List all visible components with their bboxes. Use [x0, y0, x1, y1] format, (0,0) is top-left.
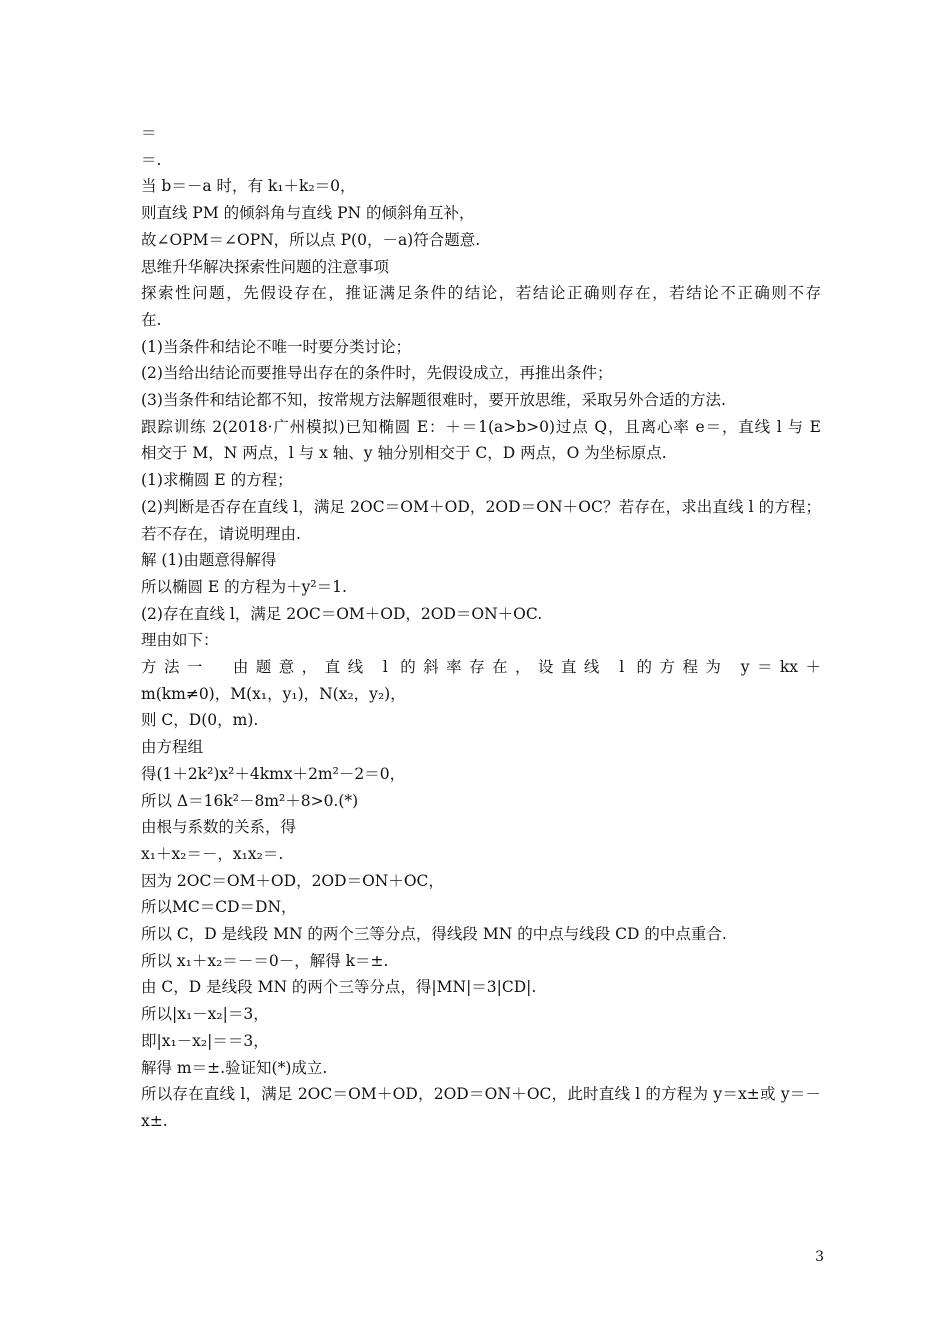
text-line: 思维升华解决探索性问题的注意事项 — [141, 257, 390, 276]
text-line: 由方程组 — [141, 738, 204, 757]
text-line: 所以椭圆 E 的方程为＋y²＝1. — [141, 577, 347, 596]
text-line: 探索性问题，先假设存在，推证满足条件的结论，若结论正确则存在，若结论不正确则不存 — [141, 284, 821, 303]
text-line: 解 (1)由题意得解得 — [141, 551, 277, 570]
text-line: 因为 2OC＝OM＋OD，2OD＝ON＋OC， — [141, 871, 444, 890]
text-line: 则直线 PM 的倾斜角与直线 PN 的倾斜角互补， — [141, 204, 475, 223]
text-line: 跟踪训练 2(2018·广州模拟)已知椭圆 E：＋＝1(a>b>0)过点 Q，且离心率 e＝，直线 l 与 E — [141, 417, 821, 436]
text-line: 相交于 M，N 两点，l 与 x 轴、y 轴分别相交于 C，D 两点，O 为坐标原点. — [141, 444, 667, 463]
text-line: 由根与系数的关系，得 — [141, 818, 297, 837]
text-line: 所以|x₁－x₂|＝3， — [141, 1005, 269, 1024]
text-line: (3)当条件和结论都不知，按常规方法解题很难时，要开放思维，采取另外合适的方法. — [141, 391, 726, 409]
text-line: (1)求椭圆 E 的方程； — [141, 471, 293, 490]
text-line: x₁＋x₂＝－，x₁x₂＝. — [141, 844, 284, 863]
text-line: 则 C，D(0，m). — [141, 711, 259, 730]
text-line: (1)当条件和结论不唯一时要分类讨论； — [141, 337, 411, 356]
text-line: 方法一 由题意，直线 l 的斜率存在，设直线 l 的方程为 y＝kx＋ — [141, 658, 821, 676]
text-line: (2)当给出结论而要推导出存在的条件时，先假设成立，再推出条件； — [141, 364, 613, 383]
text-line: (2)存在直线 l，满足 2OC＝OM＋OD，2OD＝ON＋OC. — [141, 604, 543, 623]
text-line: 所以存在直线 l，满足 2OC＝OM＋OD，2OD＝ON＋OC，此时直线 l 的方程为 y＝x±或 y＝－ — [141, 1085, 821, 1104]
page-number: 3 — [815, 1249, 824, 1265]
text-line: 解得 m＝±.验证知(*)成立. — [141, 1058, 328, 1077]
text-line: ＝ — [141, 124, 157, 142]
text-line: 所以 x₁＋x₂＝－＝0－，解得 k＝±. — [141, 951, 389, 970]
text-line: 当 b＝－a 时，有 k₁＋k₂＝0， — [141, 177, 356, 196]
text-line: 理由如下： — [141, 631, 219, 650]
text-line: 所以 C，D 是线段 MN 的两个三等分点，得线段 MN 的中点与线段 CD 的中点重合. — [141, 925, 727, 943]
text-line: 即|x₁－x₂|＝＝3， — [141, 1031, 269, 1050]
text-line: 得(1＋2k²)x²＋4kmx＋2m²－2＝0， — [141, 764, 406, 783]
text-line: 所以 Δ＝16k²－8m²＋8>0.(*) — [141, 791, 359, 810]
text-line: (2)判断是否存在直线 l，满足 2OC＝OM＋OD，2OD＝ON＋OC？若存在，求出直线 l 的方程； — [141, 497, 821, 516]
text-line: m(km≠0)，M(x₁，y₁)，N(x₂，y₂)， — [141, 684, 406, 703]
text-line: 若不存在，请说明理由. — [141, 524, 301, 543]
text-line: 在. — [141, 310, 162, 329]
text-line: ＝. — [141, 150, 162, 169]
text-line: 故∠OPM＝∠OPN，所以点 P(0，－a)符合题意. — [141, 230, 481, 249]
text-line: 由 C，D 是线段 MN 的两个三等分点，得|MN|＝3|CD|. — [141, 978, 537, 997]
text-line: x±. — [141, 1111, 168, 1130]
text-line: 所以MC＝CD＝DN， — [141, 898, 297, 917]
